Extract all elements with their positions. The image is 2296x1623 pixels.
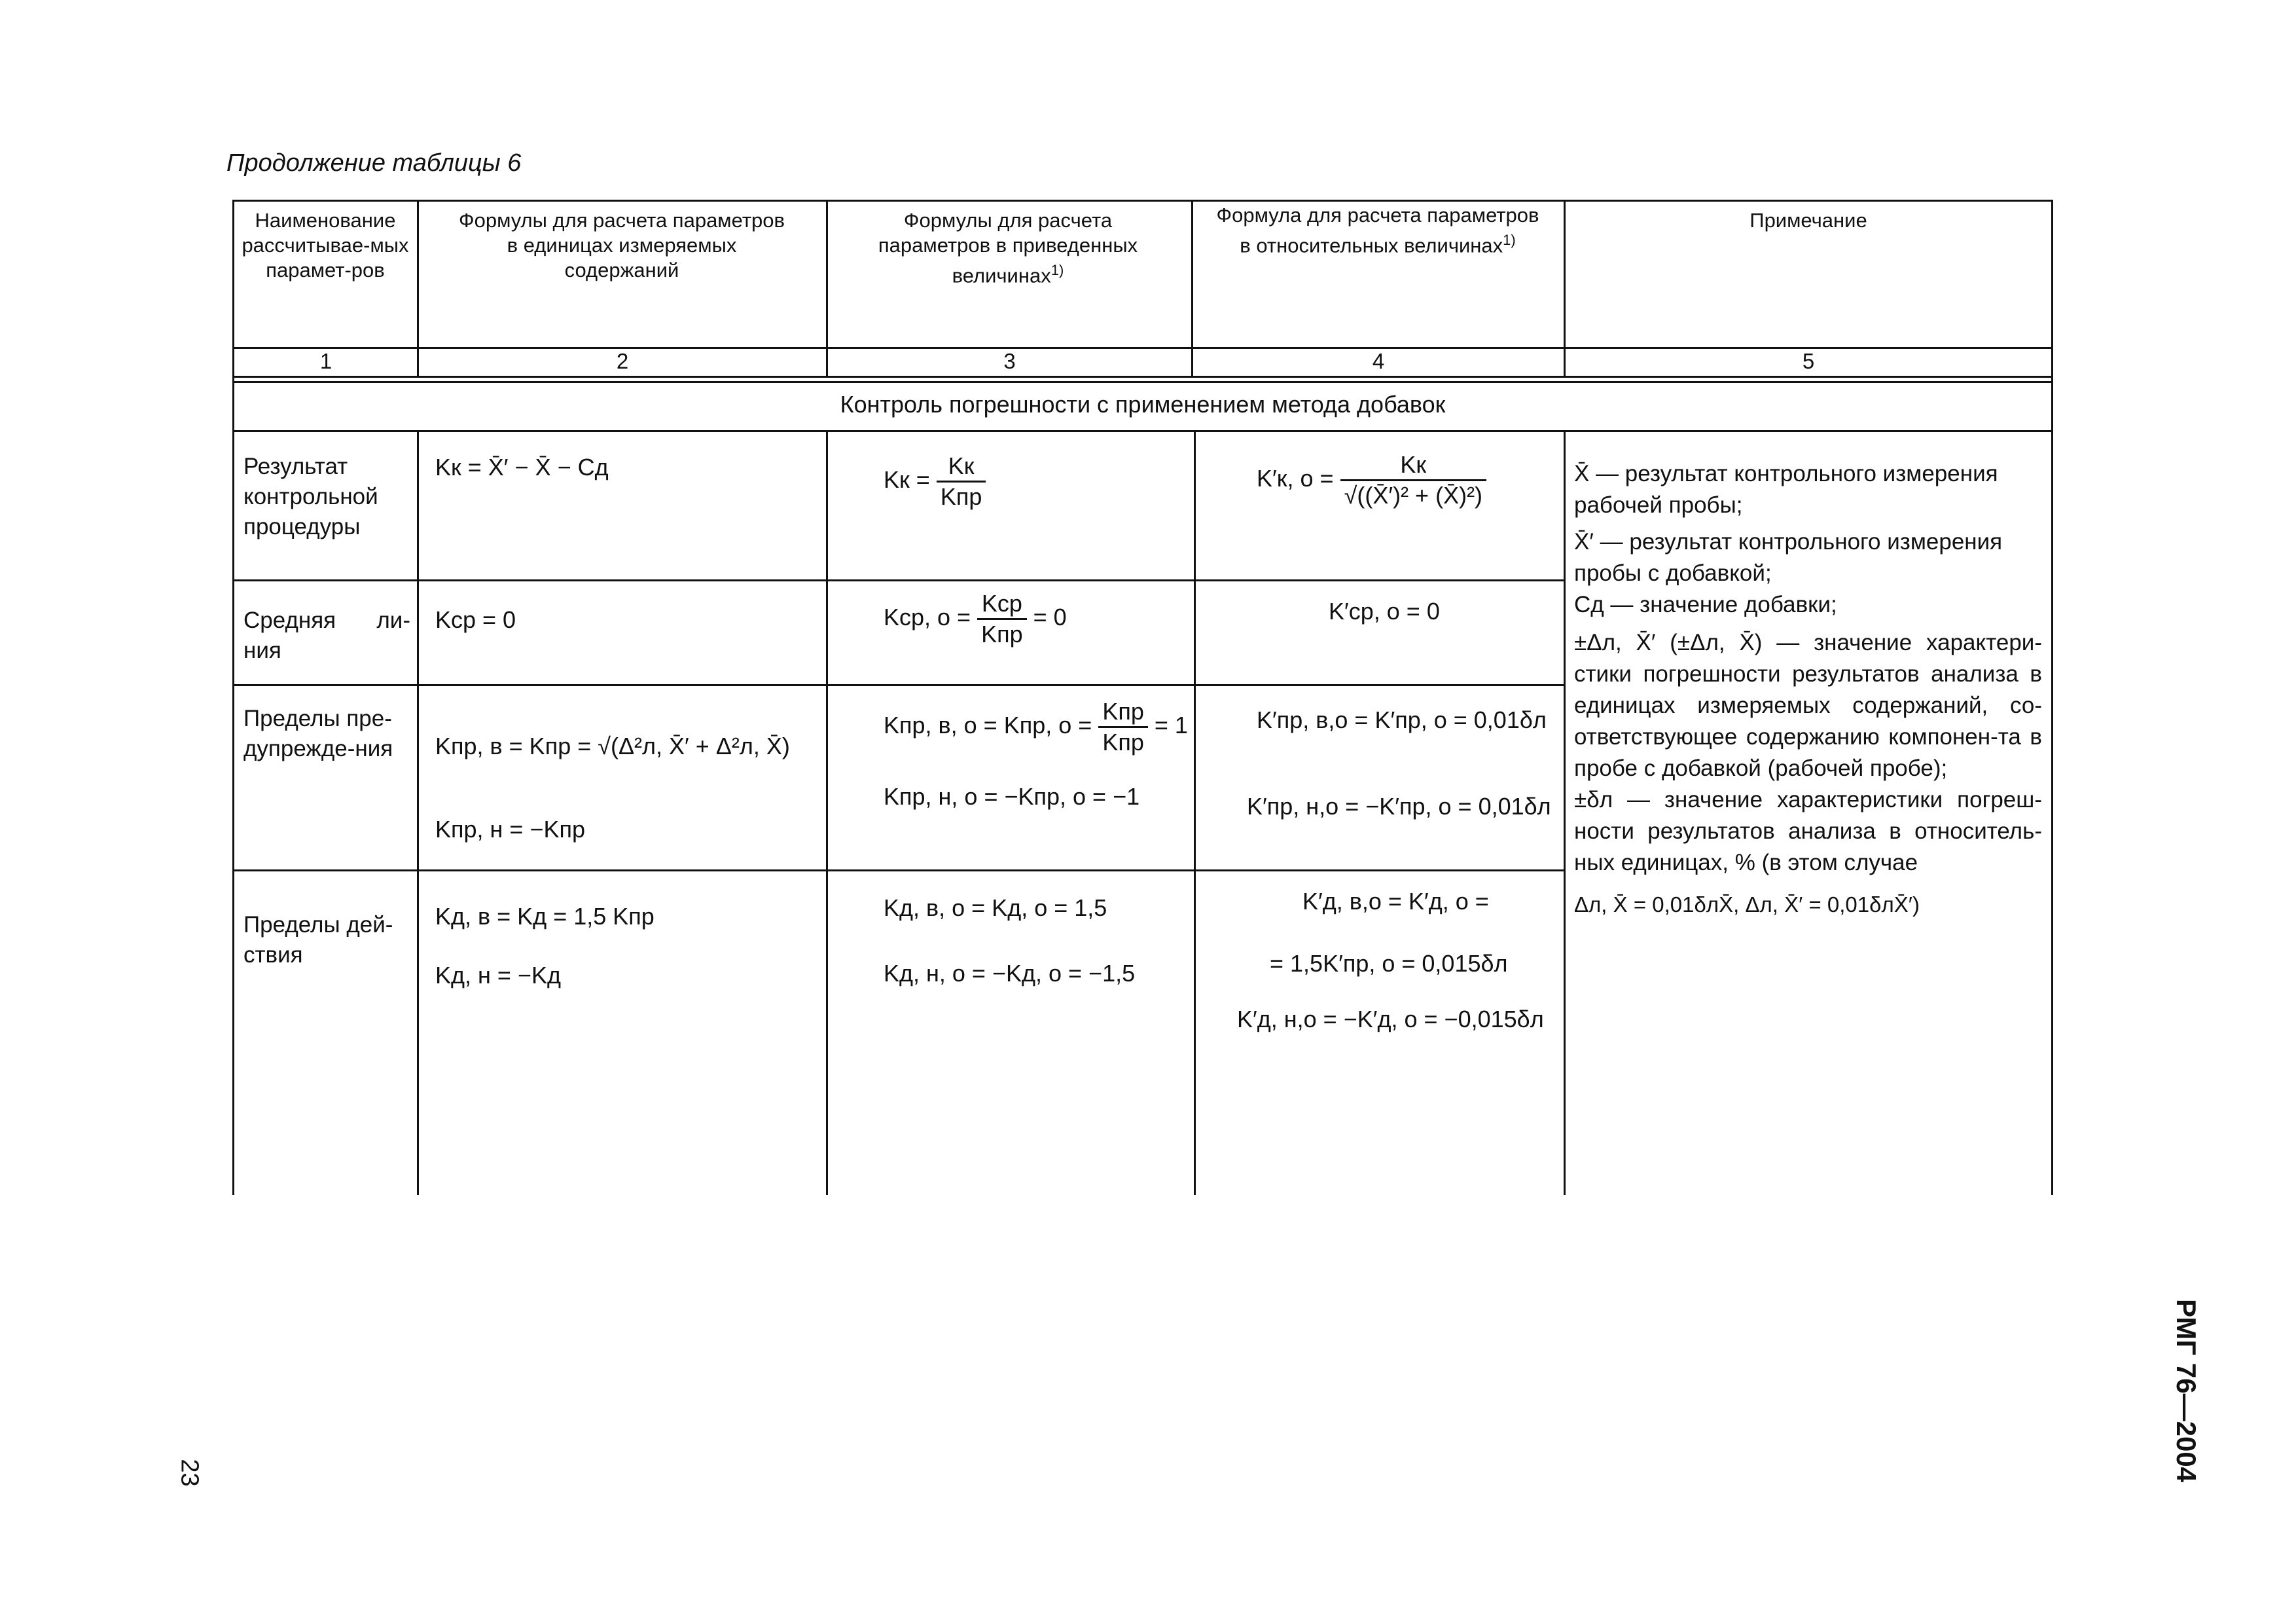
note-x-bar: X̄ — результат контрольного измерения рабочей пробы; (1574, 461, 1998, 518)
page-number: 23 (175, 1459, 204, 1487)
formula-r1-c3-num: Kк (937, 452, 986, 483)
formula-r2-c2: Kср = 0 (435, 606, 516, 633)
formula-r2-c3-den: Kпр (981, 621, 1023, 647)
row-name-1: Результат контрольной процедуры (243, 454, 378, 539)
note-cd: Cд — значение добавки; (1574, 592, 1837, 617)
header-col-3 (851, 208, 1165, 288)
formula-r1-c4-num: Kк (1340, 450, 1486, 481)
header-col-4-footnote: 1) (1503, 232, 1516, 248)
note-delta-rel: ±δл — значение характеристики погреш-ности результатов анализа в относитель-ных единицах, % (в этом случае (1574, 787, 2042, 875)
header-col-4 (1211, 203, 1545, 258)
section-divider (232, 430, 2053, 432)
formula-r4-c4-c: K′д, н,о = −K′д, о = −0,015δл (1237, 1006, 1544, 1032)
formula-r4-c3-b: Kд, н, о = −Kд, о = −1,5 (884, 960, 1136, 987)
formula-r2-c3-num: Kср (977, 589, 1027, 620)
formula-r3-c3-a-right: = 1 (1154, 712, 1188, 739)
table-border-top (232, 200, 2053, 202)
formula-r3-c3-a-left: Kпр, в, о = Kпр, о = (884, 712, 1092, 739)
formula-r3-c3-a-fraction (1098, 697, 1148, 757)
formula-r1-c3-den: Kпр (940, 483, 982, 510)
formula-r2-c4: K′ср, о = 0 (1329, 598, 1440, 625)
formula-r1-c2: Kк = X̄′ − X̄ − Cд (435, 454, 609, 481)
row-divider-3 (232, 869, 1566, 871)
row-name-3: Пределы пре-дупрежде-ния (243, 706, 393, 761)
formula-r2-c3-fraction (977, 589, 1027, 649)
formula-r3-c2-a: Kпр, в = Kпр = √(Δ²л, X̄′ + Δ²л, X̄) (435, 733, 790, 759)
formula-r1-c3-left: Kк = (884, 466, 930, 494)
formula-r3-c4-a: K′пр, в,о = K′пр, о = 0,01δл (1257, 706, 1547, 733)
table-border-right (2051, 200, 2053, 1195)
formula-r2-c3-left: Kср, о = (884, 604, 971, 631)
body-col-4 (1564, 430, 1566, 1195)
formula-r4-c4-a: K′д, в,о = K′д, о = (1302, 888, 1489, 915)
col-number-4: 4 (1372, 349, 1385, 373)
notes-block (1574, 458, 2042, 921)
formula-r4-c4-b: = 1,5K′пр, о = 0,015δл (1270, 950, 1508, 977)
table-caption: Продолжение таблицы 6 (226, 149, 522, 177)
row-divider-1 (232, 579, 1566, 581)
row-divider-2 (232, 684, 1566, 686)
body-col-2 (826, 430, 828, 1195)
number-row-divider-2 (232, 381, 2053, 383)
col-number-3: 3 (1003, 349, 1016, 373)
formula-r3-c3-a-num: Kпр (1098, 697, 1148, 728)
section-title: Контроль погрешности с применением метода добавок (840, 391, 1446, 418)
header-col-3-footnote: 1) (1050, 262, 1064, 278)
body-col-1 (417, 430, 419, 1195)
formula-r3-c2-b: Kпр, н = −Kпр (435, 816, 585, 843)
header-col-1: Наименование рассчитывае-мых парамет-ров (242, 209, 409, 282)
formula-r3-c3-a (884, 697, 1188, 757)
col-number-2: 2 (616, 349, 629, 373)
note-x-bar-prime: X̄′ — результат контрольного измерения пробы с добавкой; (1574, 529, 2003, 586)
header-col-2: Формулы для расчета параметров в единицах измеряемых содержаний (459, 209, 785, 282)
number-row-divider-1 (232, 376, 2053, 378)
header-col-4-text: Формула для расчета параметров в относительных величинах (1216, 204, 1539, 257)
row-name-2: Средняя ли-ния (243, 608, 410, 663)
note-delta-formula: Δл, X̄ = 0,01δлX̄, Δл, X̄′ = 0,01δлX̄′) (1574, 892, 1920, 917)
formula-r1-c4-left: K′к, о = (1257, 465, 1334, 492)
formula-r2-c3-right: = 0 (1033, 604, 1067, 631)
formula-r3-c3-b: Kпр, н, о = −Kпр, о = −1 (884, 783, 1140, 810)
formula-r2-c3 (884, 589, 1067, 649)
row-name-4: Пределы дей-ствия (243, 912, 393, 968)
col-number-1: 1 (319, 349, 332, 373)
formula-r4-c2-a: Kд, в = Kд = 1,5 Kпр (435, 903, 655, 930)
formula-r4-c3-a: Kд, в, о = Kд, о = 1,5 (884, 894, 1107, 921)
formula-r3-c3-a-den: Kпр (1102, 729, 1144, 756)
col-number-5: 5 (1802, 349, 1815, 373)
formula-r1-c3 (884, 452, 986, 511)
formula-r4-c2-b: Kд, н = −Kд (435, 962, 561, 989)
formula-r1-c4 (1257, 450, 1486, 510)
formula-r1-c4-fraction (1340, 450, 1486, 510)
header-col-3-text: Формулы для расчета параметров в приведенных величинах (878, 209, 1138, 287)
formula-r1-c3-fraction (937, 452, 986, 511)
note-delta: ±Δл, X̄′ (±Δл, X̄) — значение характери-стики погрешности результатов анализа в единицах измеряемых содержаний, со-ответствующее содержанию компонен-та в пробе с добавкой (рабочей пробе); (1574, 630, 2042, 781)
formula-r3-c4-b: K′пр, н,о = −K′пр, о = 0,01δл (1247, 793, 1551, 820)
header-col-5: Примечание (1749, 209, 1867, 232)
document-code: РМГ 76—2004 (2171, 1298, 2202, 1483)
body-col-3 (1194, 430, 1196, 1195)
formula-r1-c4-den: √((X̄′)² + (X̄)²) (1344, 482, 1483, 509)
